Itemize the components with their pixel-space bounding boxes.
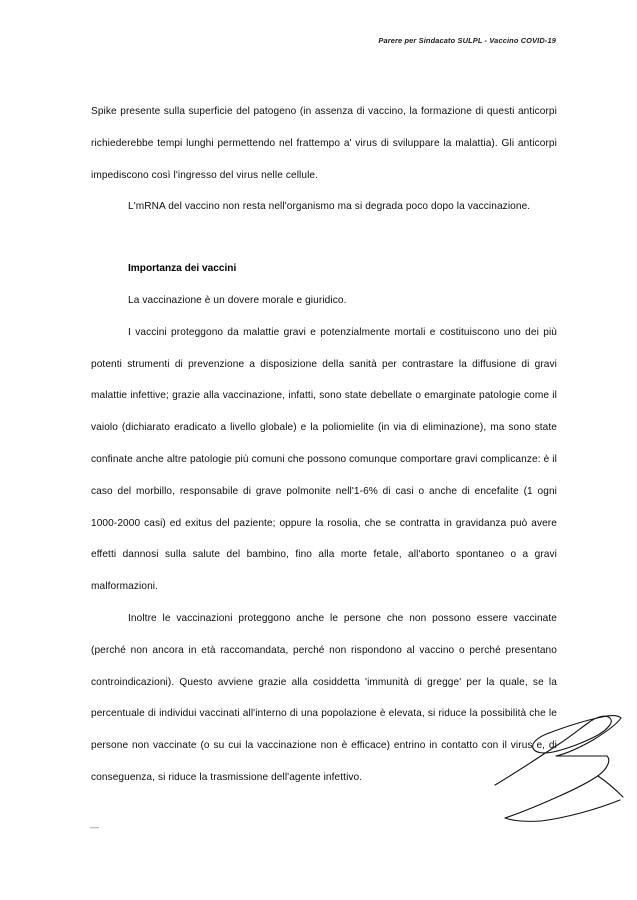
- page-bottom-mark: —: [90, 822, 98, 832]
- paragraph-spike-continued: Spike presente sulla superficie del patogeno (in assenza di vaccino, la formazione di questi anticorpi richiederebbe tempi lunghi permettendo nel frattempo a' virus di sviluppare la malattia). Gli anticorpi impediscono così l'ingresso del virus nelle cellule.: [91, 106, 557, 181]
- paragraph-mrna: L'mRNA del vaccino non resta nell'organismo ma si degrada poco dopo la vaccinazione.: [128, 201, 531, 213]
- paragraph-dovere-morale: La vaccinazione è un dovere morale e giuridico.: [128, 294, 347, 306]
- section-heading-importanza-dei-vaccini: Importanza dei vaccini: [128, 263, 237, 275]
- document-body: [91, 96, 557, 794]
- section-spacer: [91, 223, 557, 253]
- paragraph-vaccini-proteggono: I vaccini proteggono da malattie gravi e potenzialmente mortali e costituiscono uno dei più potenti strumenti di prevenzione a disposizione della sanità per contrastare la diffusione di gravi malattie infettive; grazie alla vaccinazione, infatti, sono state debellate o emarginate patologie come il vaiolo (dichiarato eradicato a livello globale) e la poliomielite (in via di eliminazione), ma sono state confinate anche altre patologie più comuni che possono comunque comportare gravi complicanze: è il caso del morbillo, responsabile di grave polmonite nell'1-6% di casi o anche di encefalite (1 ogni 1000-2000 casi) ed exitus del paziente; oppure la rosolia, che se contratta in gravidanza può avere effetti dannosi sulla salute del bambino, fino alla morte fetale, all'aborto spontaneo o a gravi malformazioni.: [91, 326, 557, 593]
- page-header: Parere per Sindacato SULPL - Vaccino COVID-19: [378, 36, 556, 45]
- paragraph-immunita-di-gregge: Inoltre le vaccinazioni proteggono anche le persone che non possono essere vaccinate (perché non ancora in età raccomandata, perché non rispondono al vaccino o perché presentano controindicazioni). Questo avviene grazie alla cosiddetta 'immunità di gregge' per la quale, se la percentuale di individui vaccinati all'interno di una popolazione è elevata, si riduce la possibilità che le persone non vaccinate (o su cui la vaccinazione non è efficace) entrino in contatto con il virus e, di conseguenza, si riduce la trasmissione dell'agente infettivo.: [91, 612, 557, 783]
